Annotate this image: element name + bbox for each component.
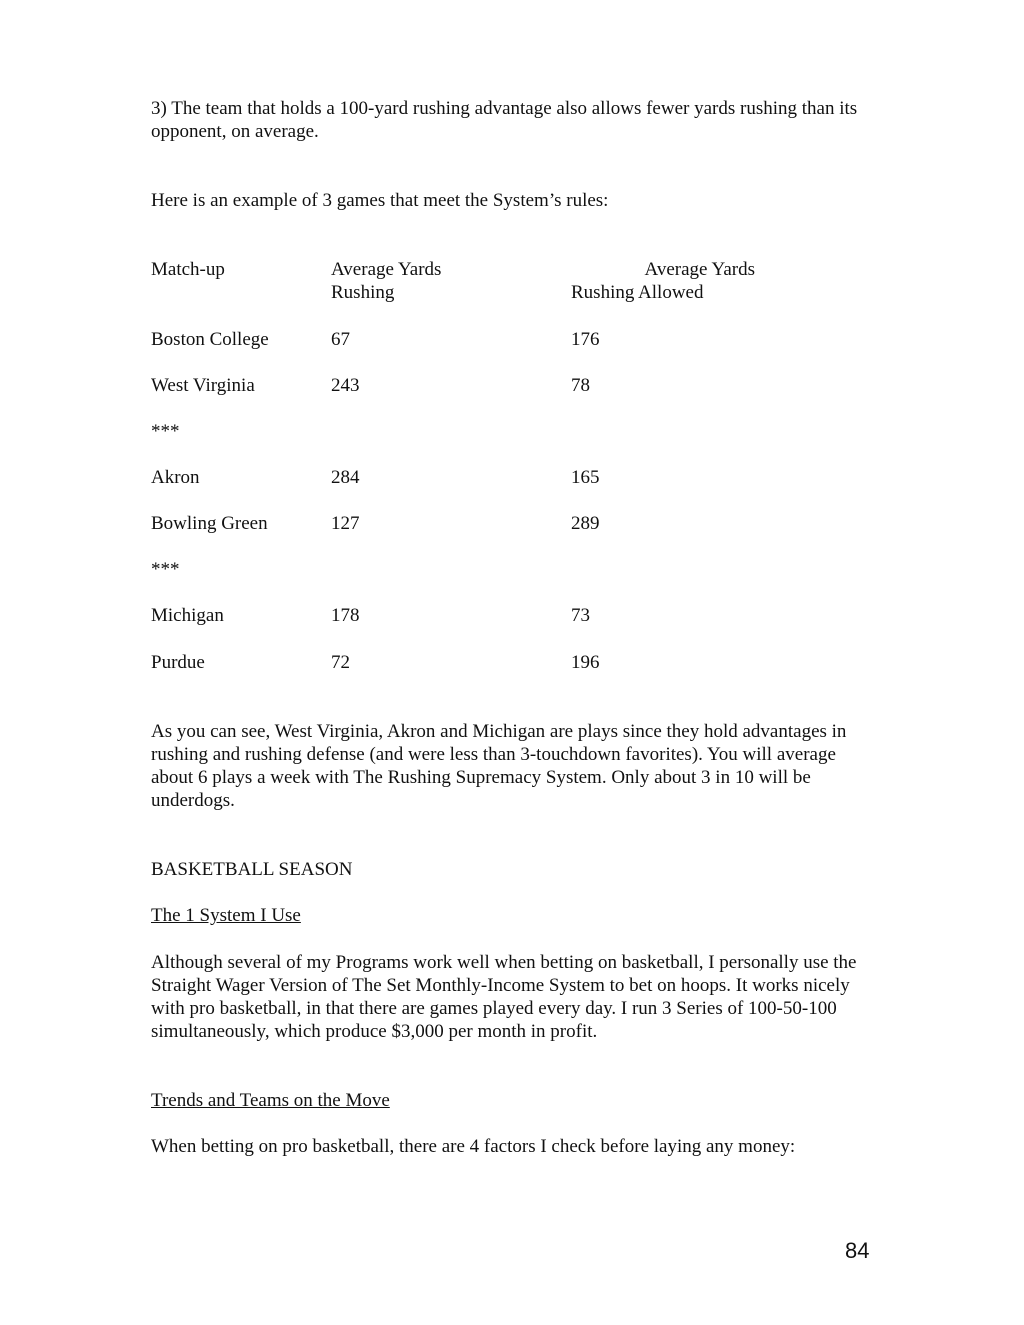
rushing-yards: 67 [331,329,350,350]
paragraph-basketball-system: Although several of my Programs work well when betting on basketball, I personally use the Straight Wager Version of The Set Monthly-Income System to bet on hoops. It works nicely with pro basketball, in that there are games played every day. I run 3 Series of 100-50-100 simultaneously, which produce $3,000 per month in profit. [151,952,857,1042]
table-row [151,466,851,512]
rushing-allowed: 78 [571,375,590,396]
separator-asterisks: *** [151,421,180,442]
header-matchup: Match-up [151,259,225,280]
subheading-trends-text: Trends and Teams on the Move [151,1090,390,1111]
paragraph-rule-3: 3) The team that holds a 100-yard rushing advantage also allows fewer yards rushing than its opponent, on average. [151,98,858,142]
rushing-yards: 72 [331,652,350,673]
rushing-yards: 127 [331,513,360,534]
team-name: West Virginia [151,375,255,396]
header-rushing-line1: Average Yards [331,259,442,280]
table-separator [151,420,851,466]
team-name: Boston College [151,329,269,350]
separator-asterisks: *** [151,559,180,580]
team-name: Purdue [151,652,205,673]
header-rushing-line2: Rushing [331,282,395,303]
subheading-trends [151,1089,881,1112]
subheading-system [151,904,881,927]
rushing-allowed: 176 [571,329,600,350]
header-allowed-line2: Rushing Allowed [571,282,704,303]
table-header [151,258,851,304]
team-name: Michigan [151,605,224,626]
table-row [151,328,851,374]
table-row [151,651,851,697]
paragraph-summary: As you can see, West Virginia, Akron and Michigan are plays since they hold advantages in rushing and rushing defense (and were less than 3-touchdown favorites). You will average about 6 plays a week with The Rushing Supremacy System. Only about 3 in 10 will be underdogs. [151,721,847,811]
rushing-allowed: 196 [571,652,600,673]
rushing-yards: 178 [331,605,360,626]
team-name: Akron [151,467,200,488]
table-row [151,512,851,558]
rushing-allowed: 73 [571,605,590,626]
rushing-allowed: 165 [571,467,600,488]
header-allowed-line1: Average Yards [644,259,755,280]
team-name: Bowling Green [151,513,268,534]
rushing-allowed: 289 [571,513,600,534]
section-heading: BASKETBALL SEASON [151,859,353,880]
table-row [151,374,851,420]
table-row [151,604,851,650]
rushing-yards: 284 [331,467,360,488]
subheading-system-text: The 1 System I Use [151,905,301,926]
paragraph-intro: Here is an example of 3 games that meet the System’s rules: [151,190,609,211]
page-number: 84 [845,1238,870,1263]
table-separator [151,558,851,604]
rushing-yards: 243 [331,375,360,396]
paragraph-factors: When betting on pro basketball, there are 4 factors I check before laying any money: [151,1136,796,1157]
